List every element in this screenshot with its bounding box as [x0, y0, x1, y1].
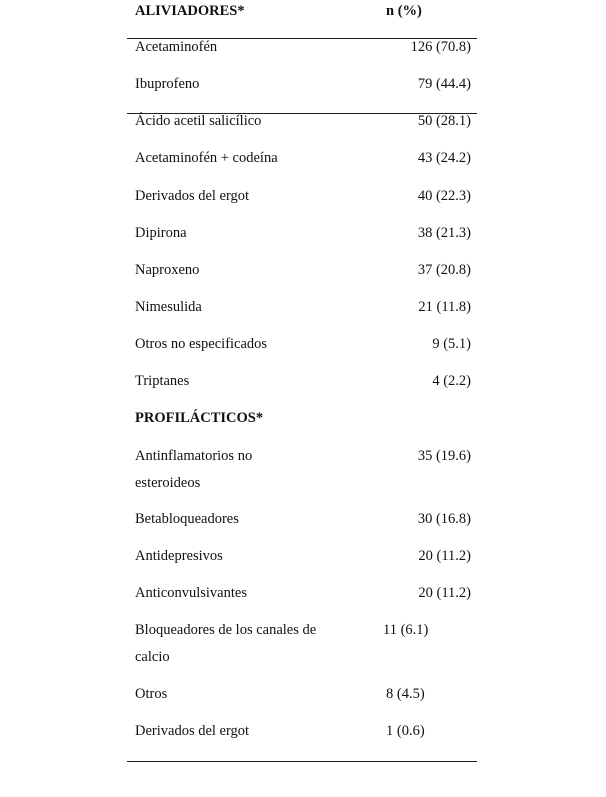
- row-label: Derivados del ergot: [135, 723, 250, 739]
- row-value: 126 (70.8): [410, 39, 471, 55]
- row-value: 79 (44.4): [417, 76, 471, 92]
- row-value: 9 (5.1): [432, 336, 471, 352]
- header-aliviadores: ALIVIADORES*: [135, 3, 245, 19]
- row-label: Naproxeno: [135, 262, 200, 278]
- row-value: 37 (20.8): [417, 262, 471, 278]
- row-value: 11 (6.1): [383, 622, 429, 638]
- row-label: Anticonvulsivantes: [135, 585, 247, 601]
- row-label: Ibuprofeno: [135, 76, 200, 92]
- row-label: Antinflamatorios no esteroideos: [135, 448, 253, 491]
- table-bottom-rule: [127, 761, 477, 762]
- row-label: Ácido acetil salicílico: [135, 113, 262, 129]
- row-label: Derivados del ergot: [135, 188, 250, 204]
- row-value: 43 (24.2): [417, 150, 471, 166]
- row-value: 35 (19.6): [417, 448, 471, 464]
- row-value: 21 (11.8): [418, 299, 471, 315]
- row-label: Nimesulida: [135, 299, 202, 315]
- row-label: Betabloqueadores: [135, 511, 239, 527]
- row-value: 40 (22.3): [417, 188, 471, 204]
- row-value: 20 (11.2): [418, 585, 471, 601]
- row-label: Acetaminofén: [135, 39, 218, 55]
- row-value: 8 (4.5): [386, 686, 425, 702]
- row-label: Otros: [135, 686, 168, 702]
- row-label: Bloqueadores de los canales de calcio: [135, 622, 317, 665]
- row-value: 30 (16.8): [417, 511, 471, 527]
- row-value: 1 (0.6): [386, 723, 425, 739]
- row-label: Triptanes: [135, 373, 190, 389]
- row-value: 50 (28.1): [417, 113, 471, 129]
- row-value: 4 (2.2): [432, 373, 471, 389]
- header-n-percent: n (%): [386, 3, 422, 19]
- row-label: Dipirona: [135, 225, 187, 241]
- section-header-profilacticos: PROFILÁCTICOS*: [135, 410, 264, 426]
- row-value: 20 (11.2): [418, 548, 471, 564]
- row-value: 38 (21.3): [417, 225, 471, 241]
- row-label: Antidepresivos: [135, 548, 223, 564]
- row-label: Acetaminofén + codeína: [135, 150, 278, 166]
- row-label: Otros no especificados: [135, 336, 268, 352]
